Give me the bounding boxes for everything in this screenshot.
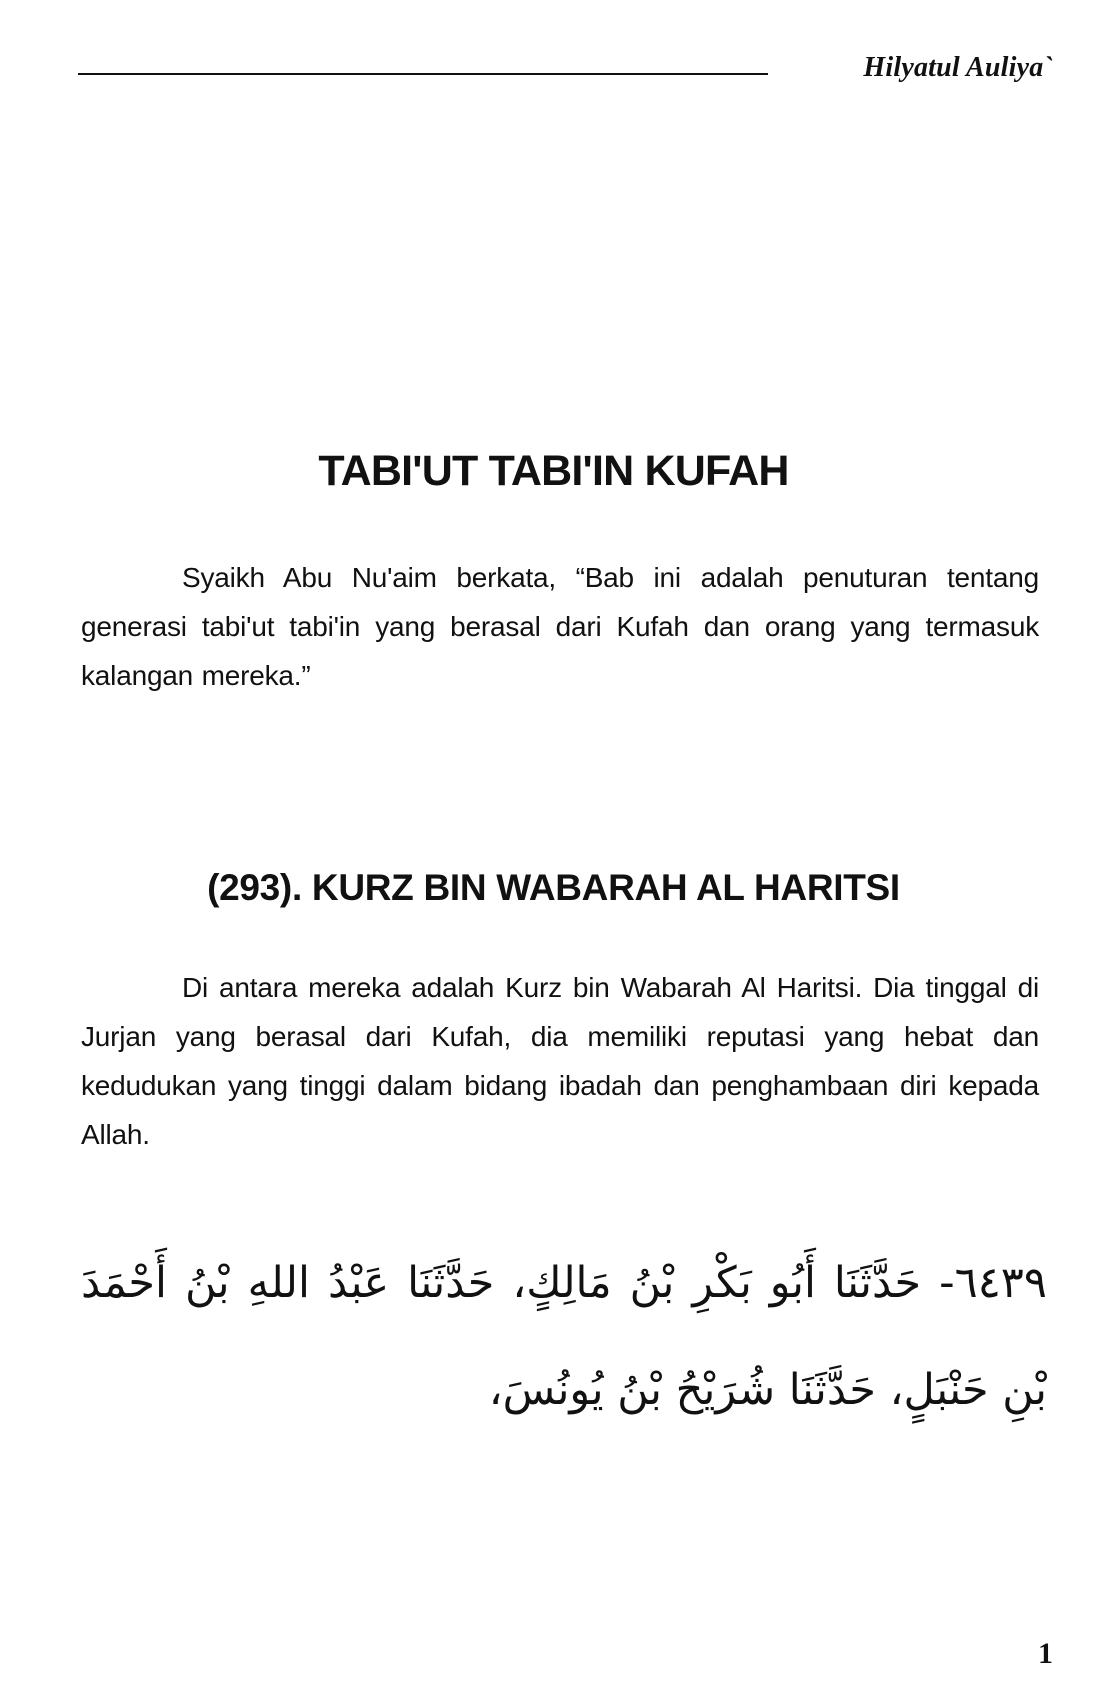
intro-paragraph: Syaikh Abu Nu'aim berkata, “Bab ini adalah penuturan tentang generasi tabi'ut tabi'in yang berasal dari Kufah dan orang yang termasuk kalangan mereka.” xyxy=(81,562,1039,691)
page-number: 1 xyxy=(1038,1637,1053,1670)
arabic-hadith-text: ٦٤٣٩- حَدَّثَنَا أَبُو بَكْرِ بْنُ مَالِكٍ، حَدَّثَنَا عَبْدُ اللهِ بْنُ أَحْمَدَ بْنِ حَنْبَلٍ، حَدَّثَنَا شُرَيْحُ بْنُ يُونُسَ، xyxy=(81,1258,1047,1415)
header-rule xyxy=(78,73,768,75)
running-header xyxy=(78,54,1053,84)
section-heading: (293). KURZ BIN WABARAH AL HARITSI xyxy=(207,866,900,908)
chapter-title: TABI'UT TABI'IN KUFAH xyxy=(318,446,789,495)
section-body-paragraph: Di antara mereka adalah Kurz bin Wabarah Al Haritsi. Dia tinggal di Jurjan yang berasal dari Kufah, dia memiliki reputasi yang hebat dan kedudukan yang tinggi dalam bidang ibadah dan penghambaan diri kepada Allah. xyxy=(81,972,1039,1150)
book-title: Hilyatul Auliya` xyxy=(863,52,1053,83)
